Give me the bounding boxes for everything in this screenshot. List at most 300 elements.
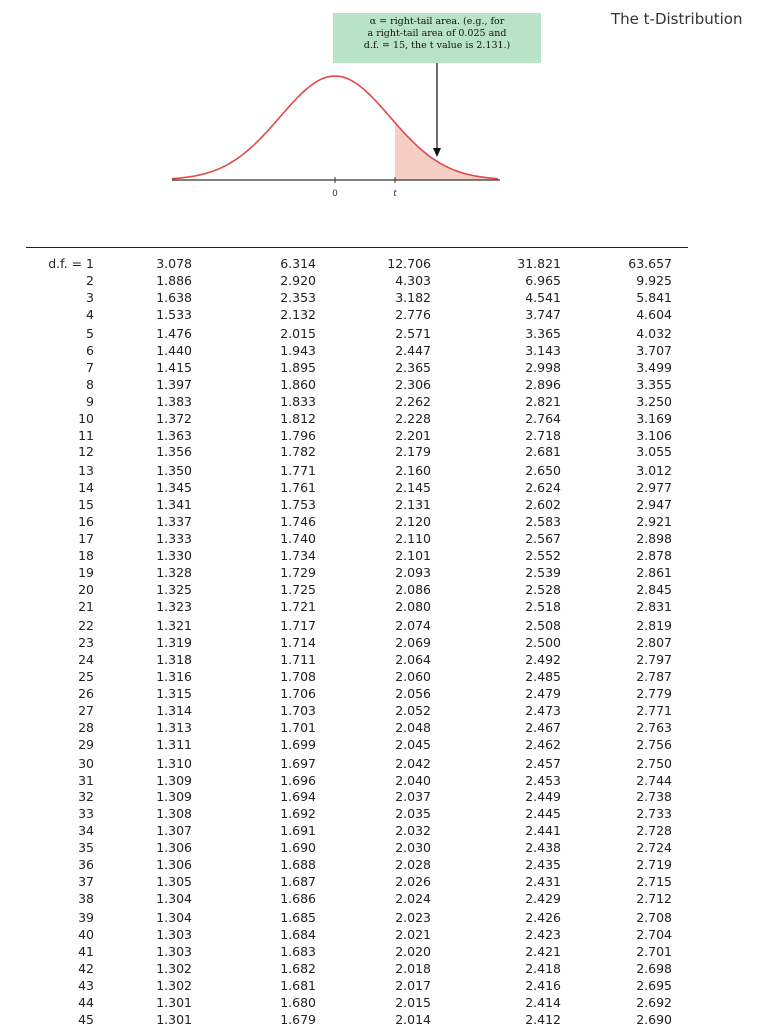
value-cell: 3.169 [636, 410, 672, 426]
value-cell: 2.467 [525, 719, 561, 735]
value-cell: 1.314 [156, 702, 192, 718]
value-cell: 63.657 [628, 256, 672, 271]
table-row [0, 736, 768, 753]
df-cell: 10 [78, 410, 94, 426]
value-cell: 2.017 [395, 977, 431, 993]
df-cell: 32 [78, 789, 94, 805]
table-row [0, 272, 768, 289]
value-cell: 2.160 [395, 463, 431, 479]
value-cell: 2.045 [395, 736, 431, 752]
value-cell: 2.650 [525, 463, 561, 479]
value-cell: 2.947 [636, 497, 672, 513]
value-cell: 2.738 [636, 789, 672, 805]
value-cell: 2.977 [636, 480, 672, 496]
t-label: t [393, 189, 397, 199]
value-cell: 3.747 [525, 306, 561, 322]
value-cell: 1.714 [280, 634, 316, 650]
df-cell: 12 [78, 444, 94, 460]
table-row [0, 685, 768, 702]
value-cell: 2.021 [395, 927, 431, 943]
value-cell: 2.518 [525, 599, 561, 614]
value-cell: 1.330 [156, 548, 192, 564]
df-cell: 29 [78, 736, 94, 752]
value-cell: 1.350 [156, 463, 192, 479]
value-cell: 1.304 [156, 891, 192, 907]
value-cell: 2.306 [395, 376, 431, 392]
df-cell: 27 [78, 702, 94, 718]
df-cell: 38 [78, 891, 94, 907]
value-cell: 1.533 [156, 306, 192, 322]
value-cell: 1.683 [280, 944, 316, 959]
table-row [0, 496, 768, 513]
table-row [0, 393, 768, 410]
df-cell: 18 [78, 548, 94, 564]
value-cell: 2.719 [636, 857, 672, 873]
table-row [0, 772, 768, 789]
value-cell: 1.372 [156, 410, 192, 426]
value-cell: 2.528 [525, 582, 561, 598]
table-row [0, 943, 768, 960]
value-cell: 2.624 [525, 480, 561, 496]
table-row [0, 702, 768, 719]
value-cell: 6.965 [525, 272, 561, 288]
df-cell: 34 [78, 823, 94, 839]
value-cell: 2.064 [395, 651, 431, 667]
value-cell: 2.733 [636, 806, 672, 822]
table-row [0, 564, 768, 581]
value-cell: 3.250 [636, 393, 672, 409]
value-cell: 1.311 [156, 736, 192, 752]
value-cell: 2.698 [636, 960, 672, 976]
value-cell: 1.337 [156, 514, 192, 530]
df-cell: 19 [78, 565, 94, 581]
value-cell: 1.305 [156, 874, 192, 890]
table-row [0, 427, 768, 444]
value-cell: 2.701 [636, 944, 672, 959]
value-cell: 2.020 [395, 944, 431, 959]
value-cell: 2.583 [525, 514, 561, 530]
value-cell: 1.711 [280, 651, 316, 667]
value-cell: 3.707 [636, 342, 672, 358]
value-cell: 1.860 [280, 376, 316, 392]
value-cell: 2.821 [525, 393, 561, 409]
value-cell: 3.182 [395, 289, 431, 305]
value-cell: 2.131 [395, 497, 431, 513]
table-row [0, 325, 768, 342]
value-cell: 2.681 [525, 444, 561, 460]
value-cell: 2.750 [636, 755, 672, 771]
value-cell: 1.309 [156, 772, 192, 788]
value-cell: 1.383 [156, 393, 192, 409]
value-cell: 4.604 [636, 306, 672, 322]
value-cell: 2.412 [525, 1011, 561, 1027]
value-cell: 2.718 [525, 427, 561, 443]
value-cell: 1.325 [156, 582, 192, 598]
value-cell: 2.831 [636, 599, 672, 614]
table-row [0, 926, 768, 943]
value-cell: 2.690 [636, 1011, 672, 1027]
value-cell: 2.023 [395, 910, 431, 926]
value-cell: 2.508 [525, 617, 561, 633]
value-cell: 2.414 [525, 994, 561, 1010]
value-cell: 1.690 [280, 840, 316, 856]
value-cell: 1.323 [156, 599, 192, 614]
value-cell: 2.035 [395, 806, 431, 822]
right-tail-shaded-area [395, 123, 498, 180]
value-cell: 2.201 [395, 427, 431, 443]
value-cell: 1.308 [156, 806, 192, 822]
table-row [0, 977, 768, 994]
value-cell: 1.734 [280, 548, 316, 564]
value-cell: 2.037 [395, 789, 431, 805]
value-cell: 1.796 [280, 427, 316, 443]
value-cell: 2.421 [525, 944, 561, 959]
value-cell: 2.449 [525, 789, 561, 805]
value-cell: 1.833 [280, 393, 316, 409]
value-cell: 1.687 [280, 874, 316, 890]
value-cell: 1.684 [280, 927, 316, 943]
value-cell: 1.746 [280, 514, 316, 530]
value-cell: 2.431 [525, 874, 561, 890]
callout-line: a right-tail area of 0.025 and [367, 28, 507, 39]
value-cell: 1.316 [156, 668, 192, 684]
table-row [0, 306, 768, 323]
value-cell: 1.686 [280, 891, 316, 907]
value-cell: 1.729 [280, 565, 316, 581]
value-cell: 2.026 [395, 874, 431, 890]
value-cell: 1.753 [280, 497, 316, 513]
value-cell: 2.052 [395, 702, 431, 718]
value-cell: 1.895 [280, 359, 316, 375]
df-cell: 45 [78, 1011, 94, 1027]
table-row [0, 462, 768, 479]
value-cell: 1.943 [280, 342, 316, 358]
df-cell: 14 [78, 480, 94, 496]
value-cell: 1.309 [156, 789, 192, 805]
value-cell: 2.365 [395, 359, 431, 375]
df-cell: 33 [78, 806, 94, 822]
value-cell: 4.032 [636, 325, 672, 341]
value-cell: 2.018 [395, 960, 431, 976]
table-row [0, 255, 768, 272]
t-distribution-curve [172, 76, 498, 179]
value-cell: 1.333 [156, 531, 192, 547]
value-cell: 2.708 [636, 910, 672, 926]
df-cell: 30 [78, 755, 94, 771]
value-cell: 1.697 [280, 755, 316, 771]
value-cell: 2.060 [395, 668, 431, 684]
value-cell: 1.440 [156, 342, 192, 358]
value-cell: 1.679 [280, 1011, 316, 1027]
value-cell: 2.921 [636, 514, 672, 530]
value-cell: 2.120 [395, 514, 431, 530]
df-cell: 31 [78, 772, 94, 788]
value-cell: 1.302 [156, 960, 192, 976]
table-row [0, 617, 768, 634]
value-cell: 2.920 [280, 272, 316, 288]
value-cell: 1.415 [156, 359, 192, 375]
value-cell: 2.145 [395, 480, 431, 496]
value-cell: 2.845 [636, 582, 672, 598]
df-cell: 25 [78, 668, 94, 684]
value-cell: 1.304 [156, 910, 192, 926]
value-cell: 1.307 [156, 823, 192, 839]
value-cell: 1.301 [156, 994, 192, 1010]
value-cell: 2.056 [395, 685, 431, 701]
value-cell: 1.306 [156, 857, 192, 873]
value-cell: 2.695 [636, 977, 672, 993]
value-cell: 3.012 [636, 463, 672, 479]
value-cell: 12.706 [387, 256, 431, 271]
df-cell: 21 [78, 599, 94, 614]
value-cell: 2.567 [525, 531, 561, 547]
df-cell: 20 [78, 582, 94, 598]
value-cell: 1.694 [280, 789, 316, 805]
table-row [0, 788, 768, 805]
value-cell: 1.306 [156, 840, 192, 856]
value-cell: 1.706 [280, 685, 316, 701]
value-cell: 2.423 [525, 927, 561, 943]
table-row [0, 479, 768, 496]
value-cell: 1.681 [280, 977, 316, 993]
value-cell: 2.776 [395, 306, 431, 322]
df-cell: 3 [86, 289, 94, 305]
value-cell: 2.110 [395, 531, 431, 547]
value-cell: 2.878 [636, 548, 672, 564]
table-row [0, 839, 768, 856]
value-cell: 2.429 [525, 891, 561, 907]
value-cell: 2.462 [525, 736, 561, 752]
value-cell: 2.426 [525, 910, 561, 926]
value-cell: 1.708 [280, 668, 316, 684]
value-cell: 6.314 [280, 256, 316, 271]
df-cell: 16 [78, 514, 94, 530]
df-cell: 40 [78, 927, 94, 943]
table-row [0, 1011, 768, 1028]
table-row [0, 289, 768, 306]
df-cell: 6 [86, 342, 94, 358]
value-cell: 2.771 [636, 702, 672, 718]
df-cell: 26 [78, 685, 94, 701]
value-cell: 2.042 [395, 755, 431, 771]
callout-line: α = right-tail area. (e.g., for [369, 16, 505, 27]
value-cell: 2.418 [525, 960, 561, 976]
df-cell: 42 [78, 960, 94, 976]
value-cell: 9.925 [636, 272, 672, 288]
page-title-text: The t-Distribution [611, 10, 743, 28]
table-row [0, 994, 768, 1011]
value-cell: 3.499 [636, 359, 672, 375]
df-cell: 35 [78, 840, 94, 856]
value-cell: 1.341 [156, 497, 192, 513]
value-cell: 1.356 [156, 444, 192, 460]
header-rule [26, 247, 688, 248]
value-cell: 1.703 [280, 702, 316, 718]
table-row [0, 909, 768, 926]
value-cell: 2.479 [525, 685, 561, 701]
value-cell: 1.318 [156, 651, 192, 667]
value-cell: 3.355 [636, 376, 672, 392]
value-cell: 2.724 [636, 840, 672, 856]
value-cell: 3.106 [636, 427, 672, 443]
value-cell: 2.457 [525, 755, 561, 771]
df-cell: 13 [78, 463, 94, 479]
df-cell: 17 [78, 531, 94, 547]
df-cell: 43 [78, 977, 94, 993]
value-cell: 2.728 [636, 823, 672, 839]
table-row [0, 359, 768, 376]
df-cell: d.f. = 1 [48, 256, 94, 271]
df-cell: 37 [78, 874, 94, 890]
value-cell: 2.552 [525, 548, 561, 564]
value-cell: 1.397 [156, 376, 192, 392]
value-cell: 2.015 [280, 325, 316, 341]
value-cell: 1.301 [156, 1011, 192, 1027]
value-cell: 5.841 [636, 289, 672, 305]
value-cell: 2.453 [525, 772, 561, 788]
value-cell: 2.074 [395, 617, 431, 633]
value-cell: 2.763 [636, 719, 672, 735]
value-cell: 2.715 [636, 874, 672, 890]
value-cell: 2.861 [636, 565, 672, 581]
value-cell: 2.416 [525, 977, 561, 993]
df-cell: 23 [78, 634, 94, 650]
value-cell: 2.807 [636, 634, 672, 650]
value-cell: 2.040 [395, 772, 431, 788]
df-cell: 39 [78, 910, 94, 926]
value-cell: 1.680 [280, 994, 316, 1010]
value-cell: 2.779 [636, 685, 672, 701]
table-row [0, 547, 768, 564]
value-cell: 1.721 [280, 599, 316, 614]
value-cell: 2.485 [525, 668, 561, 684]
table-row [0, 651, 768, 668]
value-cell: 2.024 [395, 891, 431, 907]
value-cell: 2.500 [525, 634, 561, 650]
df-cell: 4 [86, 306, 94, 322]
value-cell: 2.704 [636, 927, 672, 943]
value-cell: 2.797 [636, 651, 672, 667]
value-cell: 2.032 [395, 823, 431, 839]
value-cell: 1.717 [280, 617, 316, 633]
table-row [0, 342, 768, 359]
df-cell: 2 [86, 272, 94, 288]
value-cell: 1.771 [280, 463, 316, 479]
value-cell: 2.756 [636, 736, 672, 752]
df-cell: 22 [78, 617, 94, 633]
value-cell: 1.692 [280, 806, 316, 822]
table-row [0, 581, 768, 598]
df-cell: 11 [78, 427, 94, 443]
value-cell: 2.179 [395, 444, 431, 460]
df-cell: 28 [78, 719, 94, 735]
value-cell: 2.030 [395, 840, 431, 856]
value-cell: 3.143 [525, 342, 561, 358]
value-cell: 4.541 [525, 289, 561, 305]
value-cell: 2.492 [525, 651, 561, 667]
value-cell: 2.014 [395, 1011, 431, 1027]
value-cell: 31.821 [517, 256, 561, 271]
t-distribution-figure [0, 0, 768, 210]
table-row [0, 634, 768, 651]
value-cell: 2.602 [525, 497, 561, 513]
value-cell: 1.321 [156, 617, 192, 633]
value-cell: 1.691 [280, 823, 316, 839]
value-cell: 1.328 [156, 565, 192, 581]
value-cell: 1.315 [156, 685, 192, 701]
table-row [0, 668, 768, 685]
arrow-head-icon [433, 148, 441, 157]
value-cell: 4.303 [395, 272, 431, 288]
value-cell: 3.365 [525, 325, 561, 341]
value-cell: 1.701 [280, 719, 316, 735]
value-cell: 1.740 [280, 531, 316, 547]
df-cell: 41 [78, 944, 94, 959]
table-row [0, 805, 768, 822]
value-cell: 1.685 [280, 910, 316, 926]
value-cell: 1.761 [280, 480, 316, 496]
value-cell: 2.028 [395, 857, 431, 873]
df-cell: 7 [86, 359, 94, 375]
value-cell: 2.445 [525, 806, 561, 822]
table-row [0, 376, 768, 393]
value-cell: 2.093 [395, 565, 431, 581]
value-cell: 1.699 [280, 736, 316, 752]
df-cell: 44 [78, 994, 94, 1010]
df-cell: 15 [78, 497, 94, 513]
value-cell: 2.441 [525, 823, 561, 839]
value-cell: 3.078 [156, 256, 192, 271]
value-cell: 2.819 [636, 617, 672, 633]
value-cell: 1.313 [156, 719, 192, 735]
value-cell: 1.696 [280, 772, 316, 788]
df-cell: 36 [78, 857, 94, 873]
value-cell: 2.447 [395, 342, 431, 358]
value-cell: 2.435 [525, 857, 561, 873]
value-cell: 2.353 [280, 289, 316, 305]
value-cell: 1.476 [156, 325, 192, 341]
table-row [0, 960, 768, 977]
table-row [0, 443, 768, 460]
value-cell: 2.262 [395, 393, 431, 409]
value-cell: 2.998 [525, 359, 561, 375]
zero-label: 0 [332, 189, 338, 199]
value-cell: 2.712 [636, 891, 672, 907]
value-cell: 2.692 [636, 994, 672, 1010]
value-cell: 1.363 [156, 427, 192, 443]
value-cell: 1.302 [156, 977, 192, 993]
value-cell: 2.539 [525, 565, 561, 581]
value-cell: 2.086 [395, 582, 431, 598]
value-cell: 1.682 [280, 960, 316, 976]
df-cell: 9 [86, 393, 94, 409]
df-cell: 5 [86, 325, 94, 341]
value-cell: 1.345 [156, 480, 192, 496]
value-cell: 2.764 [525, 410, 561, 426]
value-cell: 2.069 [395, 634, 431, 650]
value-cell: 2.896 [525, 376, 561, 392]
value-cell: 1.688 [280, 857, 316, 873]
table-row [0, 822, 768, 839]
value-cell: 2.473 [525, 702, 561, 718]
value-cell: 2.015 [395, 994, 431, 1010]
value-cell: 2.744 [636, 772, 672, 788]
table-row [0, 598, 768, 615]
value-cell: 1.725 [280, 582, 316, 598]
table-row [0, 856, 768, 873]
value-cell: 2.048 [395, 719, 431, 735]
value-cell: 2.101 [395, 548, 431, 564]
